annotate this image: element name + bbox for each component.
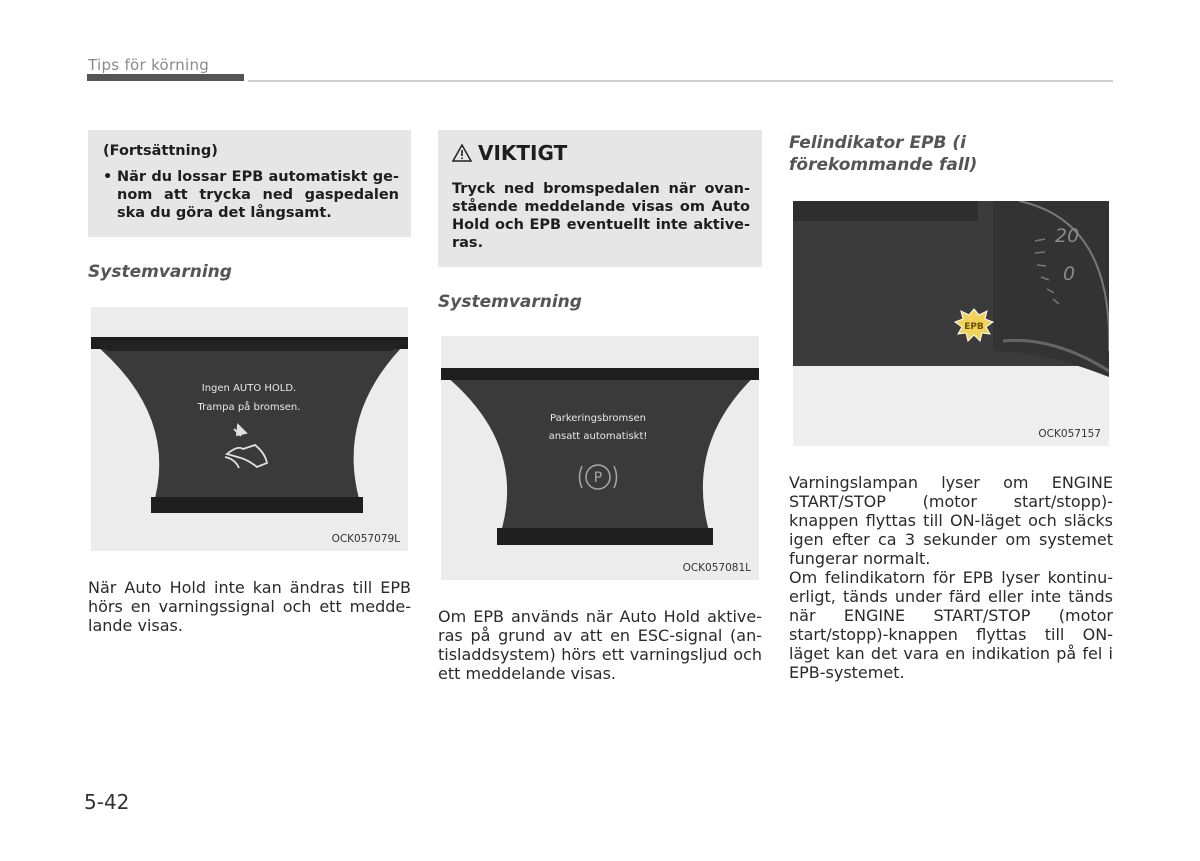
system-warning-heading-1: Systemvarning xyxy=(88,262,232,282)
parking-brake-warning-figure xyxy=(441,336,759,580)
header-bar xyxy=(87,74,244,81)
important-warning-text: Tryck ned bromspedalen när ovan-stående meddelande visas om Auto Hold och EPB eventuellt inte aktive-ras. xyxy=(452,181,750,251)
auto-hold-warning-figure xyxy=(91,307,408,551)
cluster-display-illustration-2 xyxy=(441,336,759,580)
instrument-cluster-illustration xyxy=(793,201,1109,446)
body-text-col3-b: Om felindikatorn för EPB lyser kontinu-erligt, tänds under färd eller inte tänds när ENGINE START/STOP (motor start/stopp)-knappen flyttas till ON-läget kan det vara en indikation på fel i EPB-systemet. xyxy=(789,568,1113,682)
warning-triangle-icon xyxy=(452,144,472,162)
continuation-bullet xyxy=(103,168,399,222)
parking-symbol: P xyxy=(593,470,603,486)
body-text-col1: När Auto Hold inte kan ändras till EPB hörs en varningssignal och ett medde-lande visas. xyxy=(88,578,411,635)
figure-code-2: OCK057081L xyxy=(682,562,751,574)
body-text-col3-a: Varningslampan lyser om ENGINE START/STOP (motor start/stopp)-knappen flyttas till ON-läget och släcks igen efter ca 3 sekunder om systemet fungerar normalt. xyxy=(789,473,1113,568)
epb-indicator-figure xyxy=(793,201,1109,446)
important-warning-header xyxy=(452,140,750,166)
gauge-label-20: 20 xyxy=(1055,225,1080,247)
continuation-box xyxy=(88,130,411,237)
bullet-dot-icon: • xyxy=(103,169,113,185)
epb-indicator-heading: Felindikator EPB (i förekommande fall) xyxy=(789,133,978,175)
display-line-2: Trampa på bromsen. xyxy=(197,402,301,413)
section-title: Tips för körning xyxy=(88,56,210,74)
important-warning-box xyxy=(438,130,762,267)
display-line-1: Ingen AUTO HOLD. xyxy=(201,383,297,394)
page-number: 5-42 xyxy=(84,790,130,814)
continuation-title: (Fortsättning) xyxy=(103,143,218,159)
figure-code-1: OCK057079L xyxy=(331,533,400,545)
cluster-display-illustration xyxy=(91,307,408,551)
figure-code-3: OCK057157 xyxy=(1038,428,1101,440)
body-text-col2: Om EPB används när Auto Hold aktive-ras på grund av att en ESC-signal (an-tisladdsystem) hörs ett varningsljud och ett meddelande visas. xyxy=(438,607,762,683)
header-rule xyxy=(248,80,1113,82)
display-line-2: ansatt automatiskt! xyxy=(548,431,648,442)
continuation-text: När du lossar EPB automatiskt ge-nom att trycka ned gaspedalen ska du göra det långsamt. xyxy=(117,169,399,221)
system-warning-heading-2: Systemvarning xyxy=(438,292,582,312)
display-line-1: Parkeringsbromsen xyxy=(550,413,646,424)
epb-lamp-label: EPB xyxy=(964,322,984,332)
gauge-label-0: 0 xyxy=(1063,263,1076,285)
important-warning-title: VIKTIGT xyxy=(478,141,568,165)
